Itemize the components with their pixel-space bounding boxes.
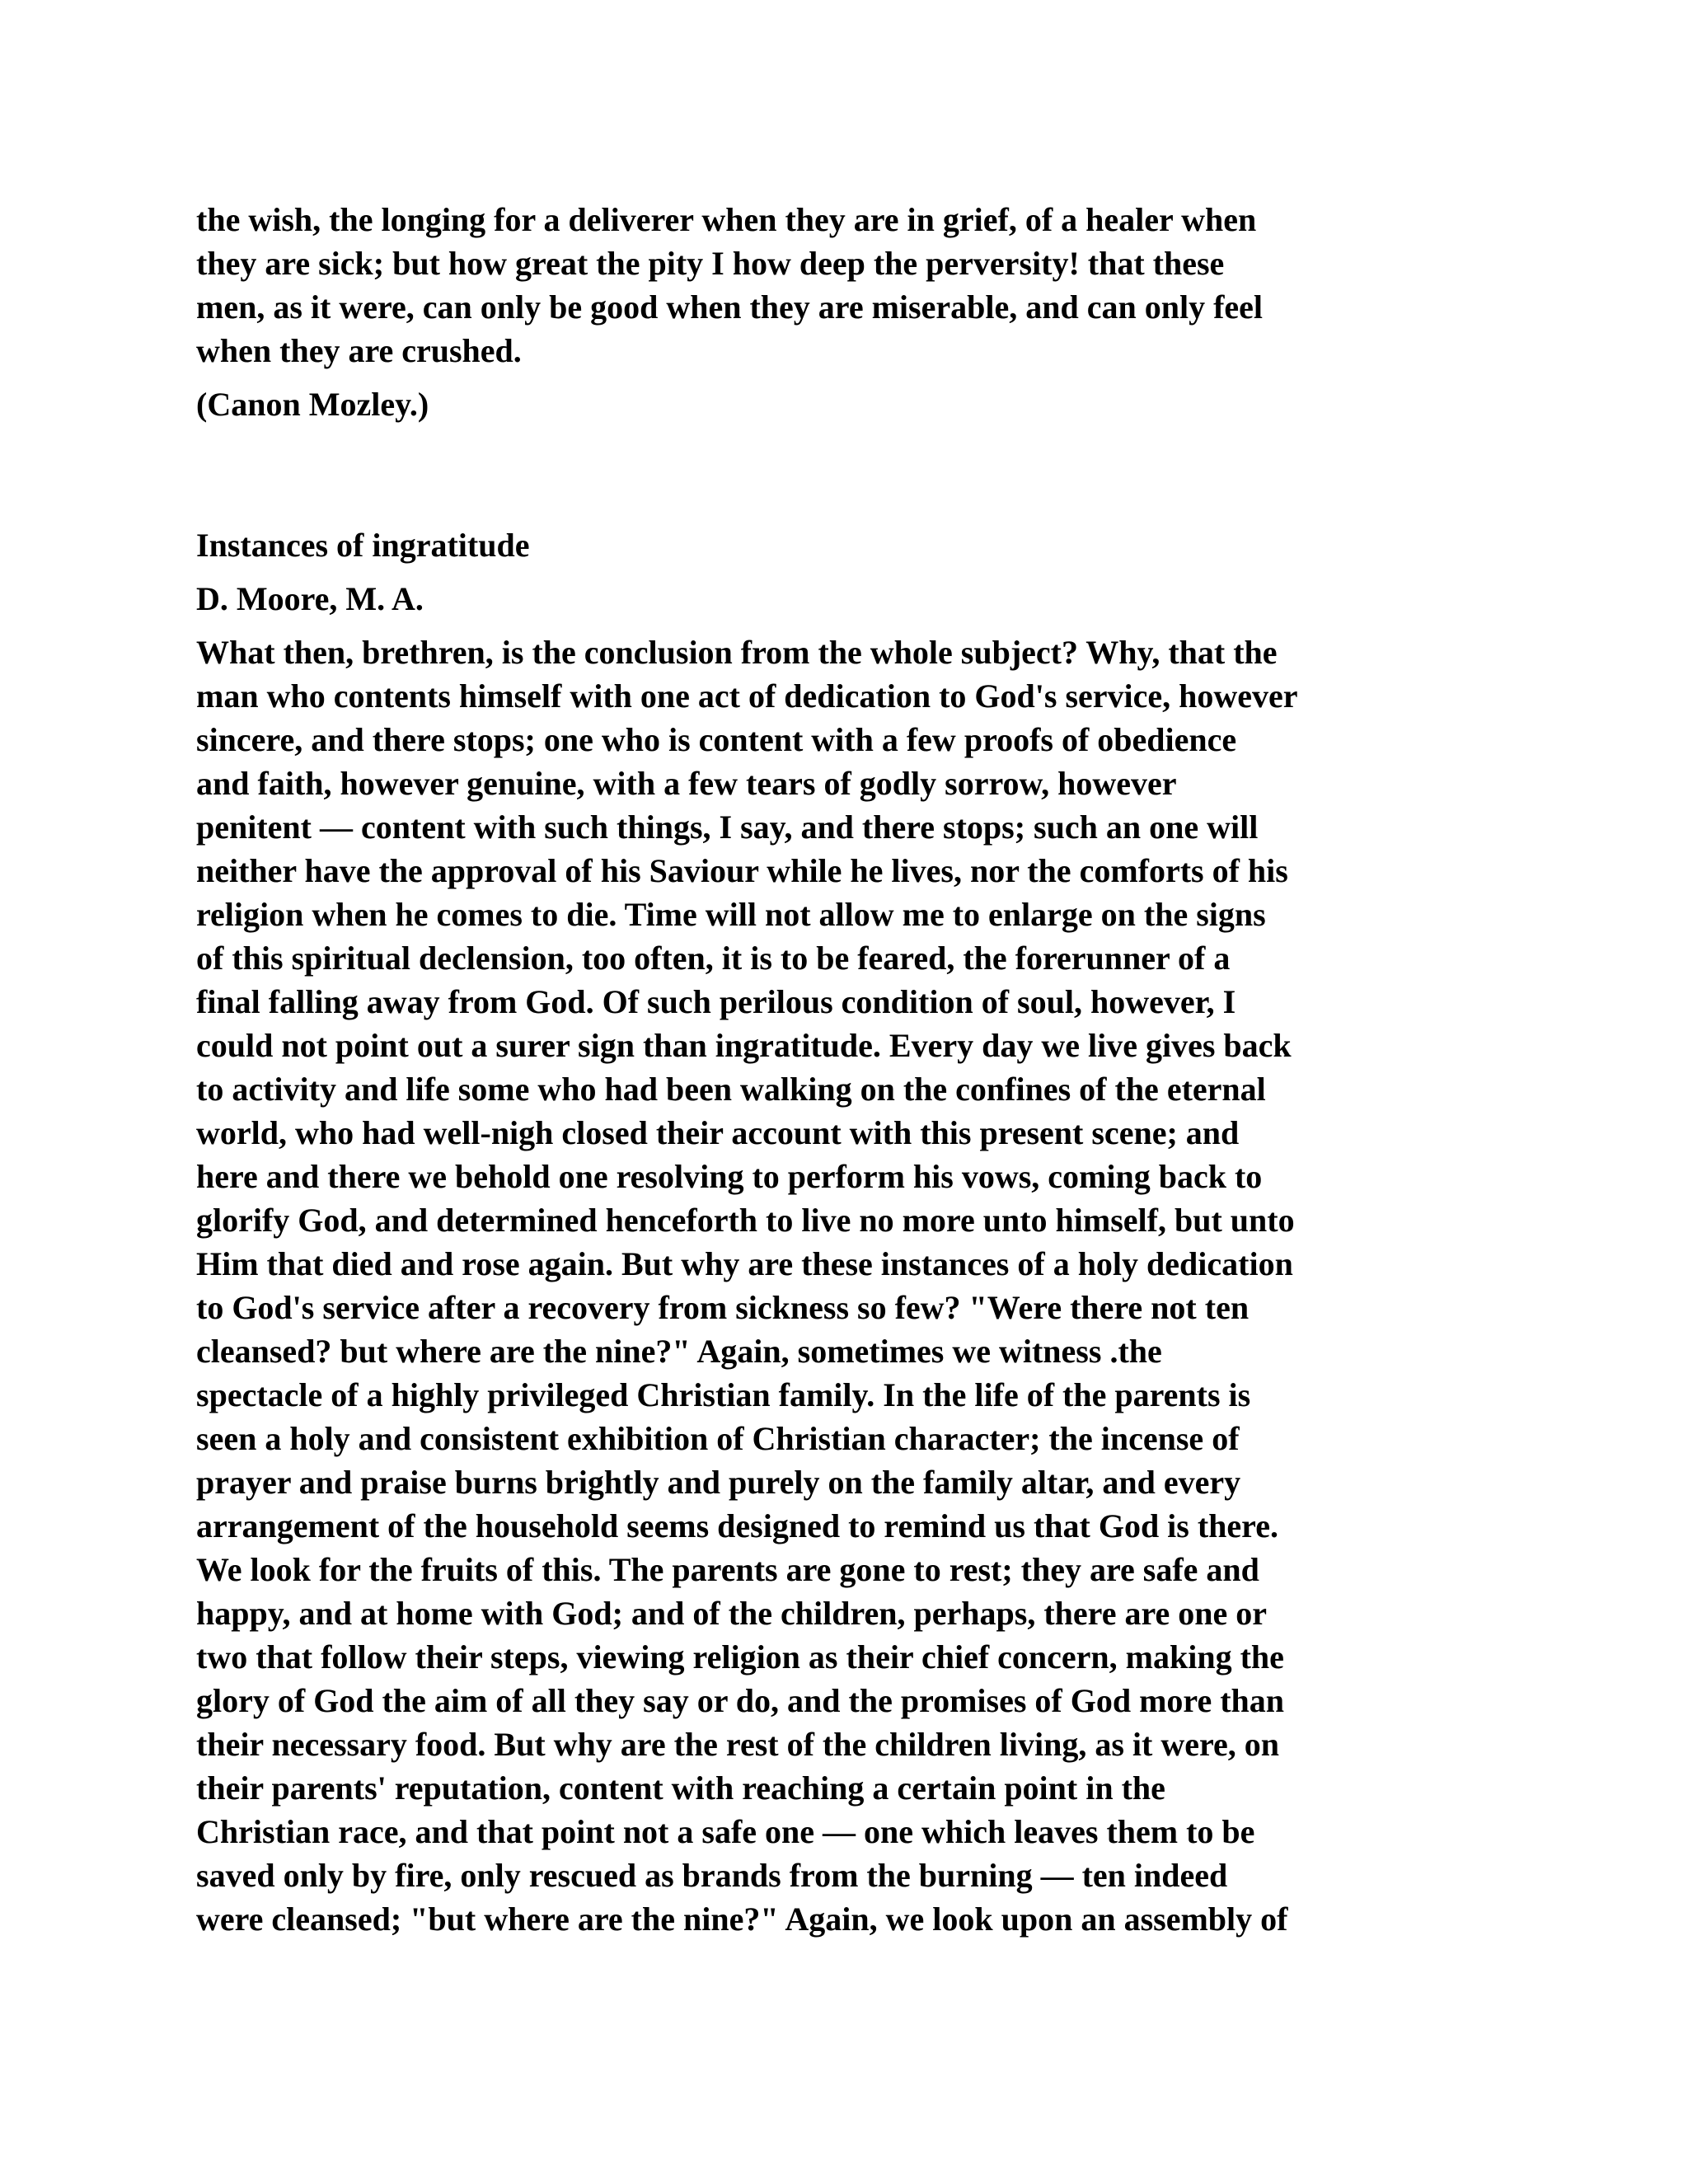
text-line: sincere, and there stops; one who is content with a few proofs of obedience [196, 721, 1237, 758]
text-line: We look for the fruits of this. The parents are gone to rest; they are safe and [196, 1551, 1259, 1588]
text-line: and faith, however genuine, with a few tears of godly sorrow, however [196, 765, 1177, 802]
text-line: What then, brethren, is the conclusion from the whole subject? Why, that the [196, 634, 1278, 671]
text-line: seen a holy and consistent exhibition of Christian character; the incense of [196, 1420, 1240, 1457]
text-line: to God's service after a recovery from sickness so few? "Were there not ten [196, 1289, 1250, 1326]
text-line: saved only by fire, only rescued as brands from the burning — ten indeed [196, 1857, 1228, 1894]
paragraph-continuation [196, 198, 1498, 373]
text-line: man who contents himself with one act of dedication to God's service, however [196, 677, 1298, 715]
text-line: Christian race, and that point not a safe one — one which leaves them to be [196, 1813, 1255, 1850]
text-line: glorify God, and determined henceforth to live no more unto himself, but unto [196, 1202, 1295, 1239]
text-line: when they are crushed. [196, 332, 522, 369]
section-author: D. Moore, M. A. [196, 580, 424, 617]
text-line: cleansed? but where are the nine?" Again, sometimes we witness .the [196, 1333, 1162, 1370]
text-line: spectacle of a highly privileged Christian family. In the life of the parents is [196, 1376, 1251, 1413]
text-line: their necessary food. But why are the rest of the children living, as it were, on [196, 1726, 1279, 1763]
text-line: penitent — content with such things, I say, and there stops; such an one will [196, 808, 1259, 846]
text-line: of this spiritual declension, too often, it is to be feared, the forerunner of a [196, 940, 1231, 977]
text-line: happy, and at home with God; and of the children, perhaps, there are one or [196, 1595, 1268, 1632]
text-line: Him that died and rose again. But why are these instances of a holy dedication [196, 1245, 1293, 1282]
text-line: they are sick; but how great the pity I how deep the perversity! that these [196, 245, 1225, 282]
text-line: here and there we behold one resolving to perform his vows, coming back to [196, 1158, 1263, 1195]
document-page [196, 198, 1498, 1941]
text-line: final falling away from God. Of such perilous condition of soul, however, I [196, 983, 1236, 1020]
text-line: were cleansed; "but where are the nine?" Again, we look upon an assembly of [196, 1900, 1288, 1938]
citation: (Canon Mozley.) [196, 386, 429, 423]
text-line: two that follow their steps, viewing religion as their chief concern, making the [196, 1638, 1284, 1675]
text-line: arrangement of the household seems designed to remind us that God is there. [196, 1507, 1278, 1544]
paragraph-main [196, 630, 1498, 1941]
text-line: men, as it were, can only be good when they are miserable, and can only feel [196, 288, 1264, 326]
text-line: religion when he comes to die. Time will not allow me to enlarge on the signs [196, 896, 1266, 933]
text-line: to activity and life some who had been walking on the confines of the eternal [196, 1071, 1266, 1108]
text-line: glory of God the aim of all they say or do, and the promises of God more than [196, 1682, 1285, 1719]
text-line: world, who had well-nigh closed their account with this present scene; and [196, 1114, 1240, 1151]
text-line: their parents' reputation, content with reaching a certain point in the [196, 1769, 1165, 1807]
text-line: prayer and praise burns brightly and purely on the family altar, and every [196, 1464, 1241, 1501]
text-line: could not point out a surer sign than ingratitude. Every day we live gives back [196, 1027, 1292, 1064]
text-line: the wish, the longing for a deliverer when they are in grief, of a healer when [196, 201, 1257, 238]
section-heading: Instances of ingratitude [196, 527, 530, 564]
text-line: neither have the approval of his Saviour while he lives, nor the comforts of his [196, 852, 1288, 889]
